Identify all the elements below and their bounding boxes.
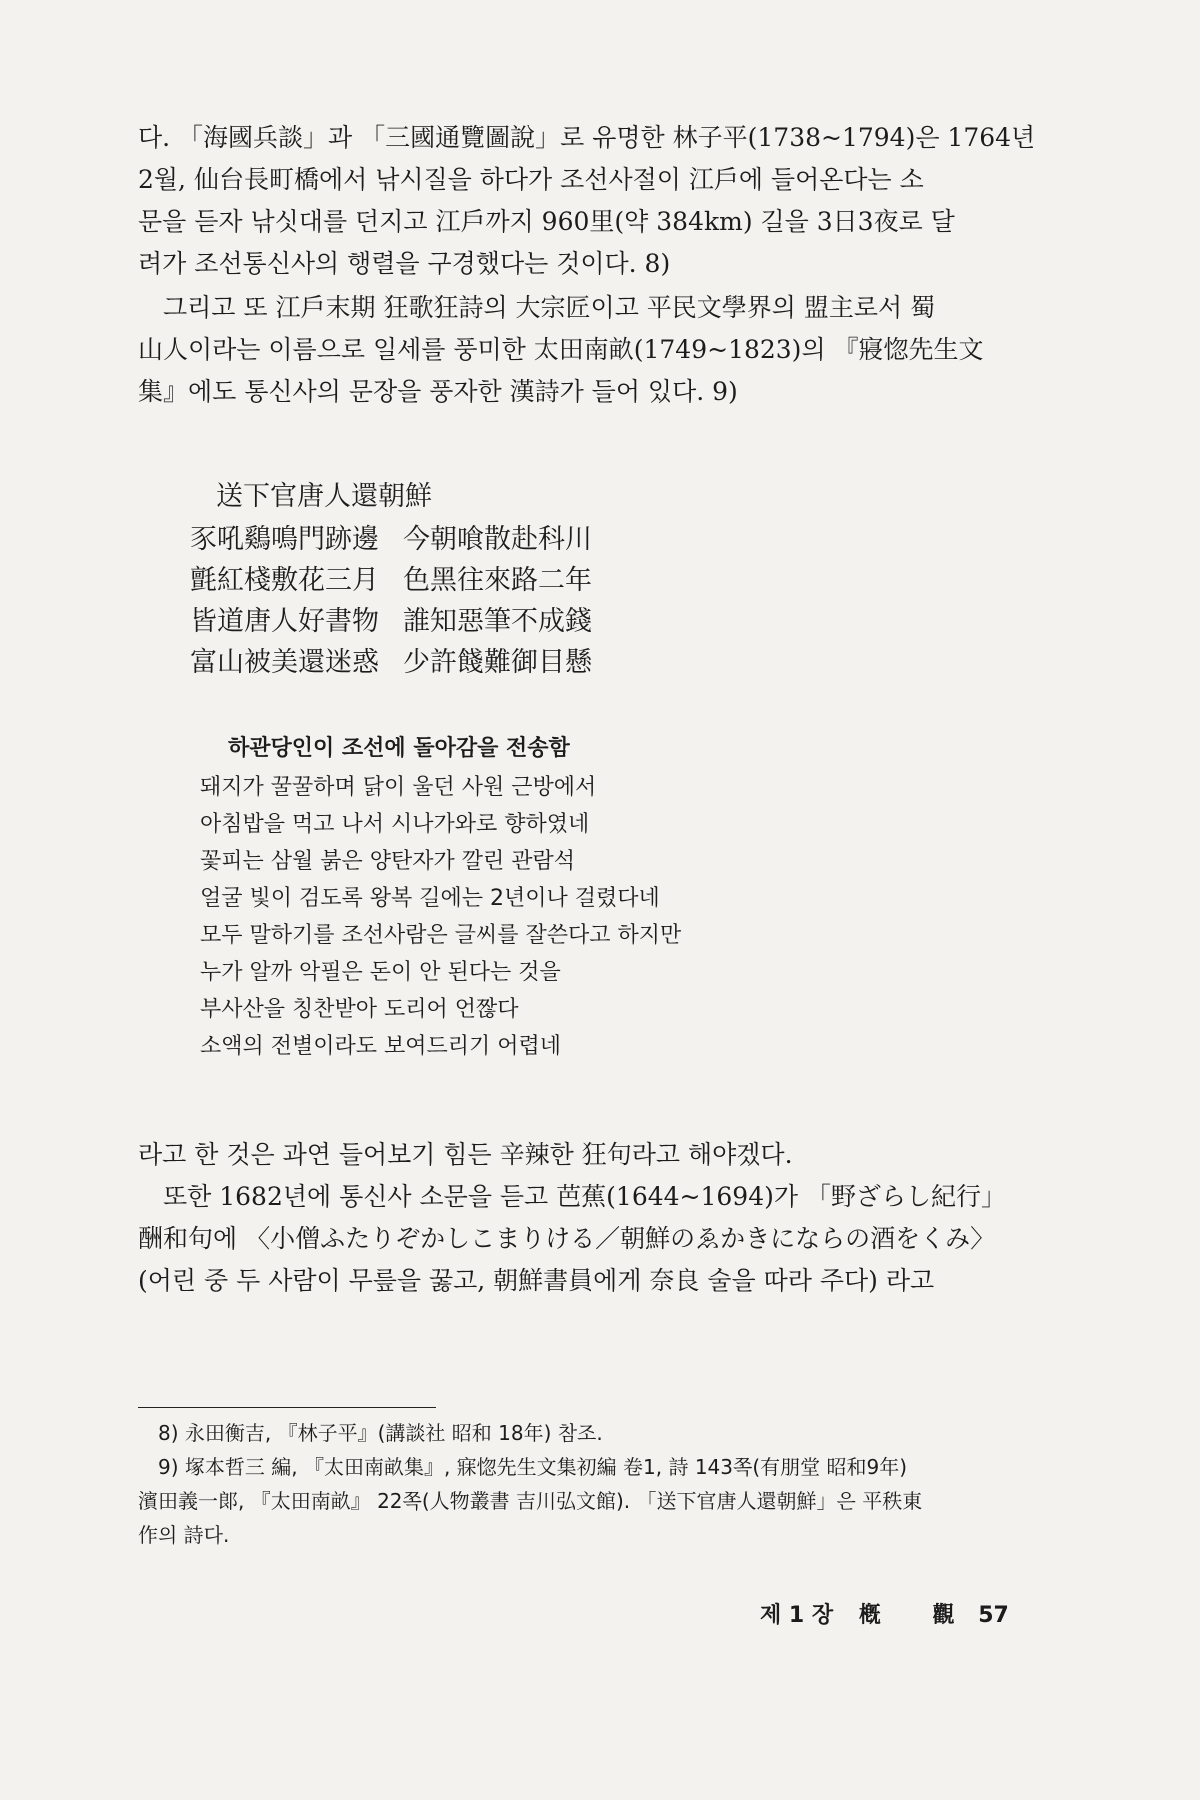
poem-row: 富山被美還迷惑 少許餞難御目懸: [190, 647, 592, 678]
chapter-title-2: 觀: [932, 1603, 955, 1628]
paragraph-2: [138, 287, 1043, 413]
translation-row: 아침밥을 먹고 나서 시나가와로 향하였네: [200, 812, 590, 837]
footnotes: [138, 1416, 1043, 1552]
poem-row: 氈紅棧敷花三月 色黑往來路二年: [190, 565, 592, 596]
translation-row: 소액의 전별이라도 보여드리기 어렵네: [200, 1034, 562, 1059]
translation-row: 꽃피는 삼월 붉은 양탄자가 깔린 관람석: [200, 849, 575, 874]
footnote-9-cont: 作의 詩다.: [138, 1523, 230, 1547]
paragraph-1: [138, 117, 1043, 285]
text-line: 酬和句에 〈小僧ふたりぞかしこまりける／朝鮮のゑかきにならの酒をくみ〉: [138, 1224, 996, 1253]
footnote-8: 8) 永田衡吉, 『林子平』(講談社 昭和 18年) 참조.: [138, 1421, 603, 1445]
text-line: (어린 중 두 사람이 무릎을 꿇고, 朝鮮書員에게 奈良 술을 따라 주다) 라고: [138, 1266, 935, 1295]
footnote-9-cont: 濱田義一郞, 『太田南畝』 22쪽(人物叢書 吉川弘文館). 「送下官唐人還朝鮮」은 平秩東: [138, 1489, 923, 1513]
text-line: 다. 「海國兵談」과 「三國通覽圖說」로 유명한 林子平(1738~1794)은 1764년: [138, 123, 1036, 152]
translation-row: 얼굴 빛이 검도록 왕복 길에는 2년이나 걸렸다네: [200, 886, 660, 911]
text-line: 려가 조선통신사의 행렬을 구경했다는 것이다. 8): [138, 249, 671, 278]
running-footer: [760, 1598, 1010, 1629]
translation-row: 부사산을 칭찬받아 도리어 언짢다: [200, 997, 519, 1022]
translation-title: 하관당인이 조선에 돌아감을 전송함: [228, 736, 570, 761]
footnote-divider: [138, 1407, 436, 1408]
text-line: 集』에도 통신사의 문장을 풍자한 漢詩가 들어 있다. 9): [138, 377, 738, 406]
text-line: 라고 한 것은 과연 들어보기 힘든 辛辣한 狂句라고 해야겠다.: [138, 1140, 793, 1169]
chapter-label: 제 1 장: [760, 1603, 834, 1628]
chapter-title-1: 槪: [858, 1603, 881, 1628]
poem-row: 皆道唐人好書物 誰知惡筆不成錢: [190, 606, 592, 637]
text-line: 山人이라는 이름으로 일세를 풍미한 太田南畝(1749~1823)의 『寢惚先生文: [138, 335, 984, 364]
footnote-9: 9) 塚本哲三 編, 『太田南畝集』, 寐惚先生文集初編 卷1, 詩 143쪽(有朋堂 昭和9年): [138, 1455, 908, 1479]
text-line: 또한 1682년에 통신사 소문을 듣고 芭蕉(1644~1694)가 「野ざらし紀行」: [138, 1182, 1006, 1211]
translation-row: 모두 말하기를 조선사람은 글씨를 잘쓴다고 하지만: [200, 923, 682, 948]
text-line: 문을 듣자 낚싯대를 던지고 江戶까지 960里(약 384km) 길을 3日3夜로 달: [138, 207, 955, 236]
text-line: 그리고 또 江戶末期 狂歌狂詩의 大宗匠이고 平民文學界의 盟主로서 蜀: [138, 293, 936, 322]
page-number: 57: [978, 1603, 1009, 1628]
chinese-poem: [190, 476, 592, 683]
text-line: 2월, 仙台長町橋에서 낚시질을 하다가 조선사절이 江戶에 들어온다는 소: [138, 165, 924, 194]
poem-row: 豕吼鷄鳴門跡邊 今朝喰散赴科川: [190, 524, 592, 555]
korean-translation: [200, 730, 681, 1065]
translation-row: 누가 알까 악필은 돈이 안 된다는 것을: [200, 960, 561, 985]
paragraph-3: [138, 1134, 1043, 1302]
poem-title: 送下官唐人還朝鮮: [216, 481, 432, 512]
translation-row: 돼지가 꿀꿀하며 닭이 울던 사원 근방에서: [200, 775, 597, 800]
